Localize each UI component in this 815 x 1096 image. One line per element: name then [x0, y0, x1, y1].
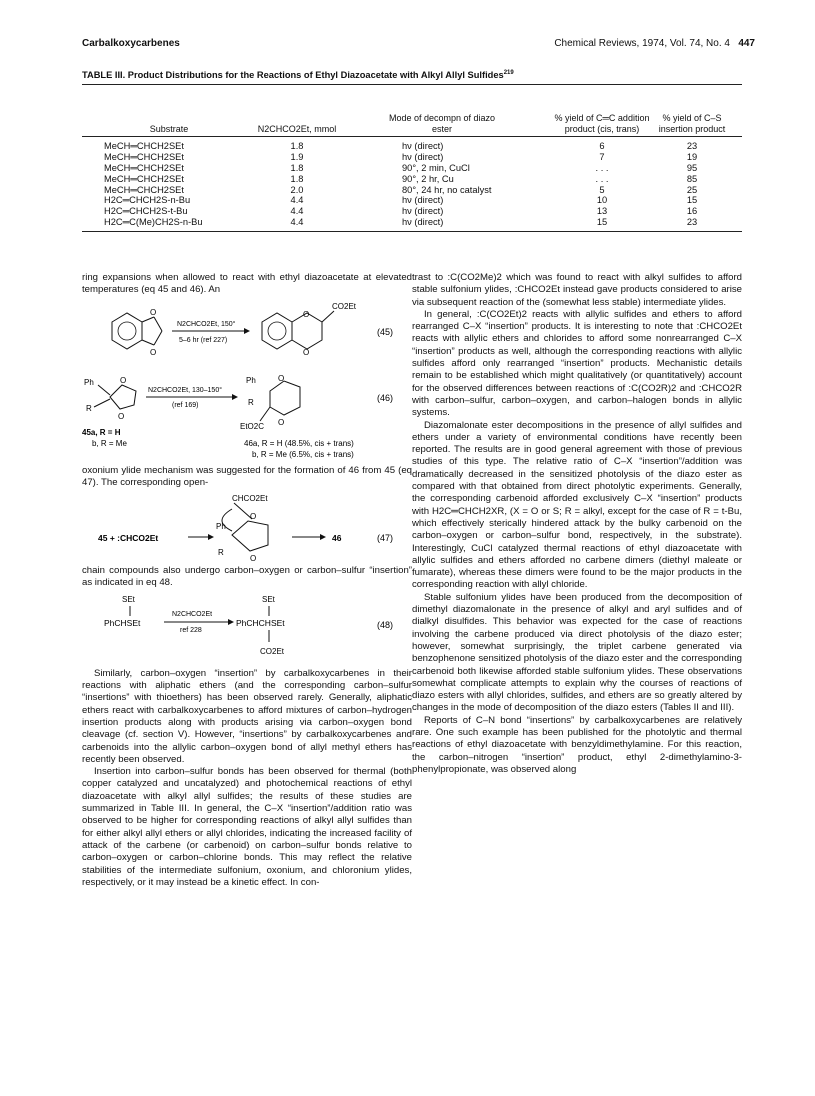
svg-text:45 + :CHCO2Et: 45 + :CHCO2Et [98, 533, 159, 544]
table-row: MeCH═CHCH2SEt 1.9 hν (direct) 7 19 [104, 151, 698, 162]
paragraph: In general, :C(CO2Et)2 reacts with allylic sulfides and ethers to afford rearranged C–X “insertion” products. It is interesting to note that :CHCO2Et reacts with allylic ethers and chlorides to afford some nonrearranged C–X “insertion” products as well, although the corresponding reactions with allylic sulfides afford only rearranged “insertion” products. Mechanistic details remain to be established which might qualitatively (or quantitatively) account for the observed differences between reactions of :C(CO2R)2 and :CHCO2R with carbon–sulfur, carbon–oxygen, and carbon–halogen bonds in allylic systems. [412, 308, 742, 419]
paragraph: Reports of C–N bond “insertions” by carbalkoxycarbenes are relatively rare. One such example has been published for the photolytic and thermal reactions of ethyl diazoacetate with benzyldimethylamine. For this reaction, the carbon–nitrogen “insertion” product, ethyl 2-dimethylamino-3-phenylpropionate, was observed along [412, 714, 742, 775]
page-number: 447 [738, 38, 755, 49]
equation-47-structure [82, 489, 412, 565]
right-column [412, 272, 742, 776]
label-45b: b, R = Me [92, 438, 127, 448]
paragraph: Diazomalonate ester decompositions in the presence of allyl sulfides and ethers under a variety of environmental conditions have recently been reported. The results are in good general agreement with those of previous studies of this type. The relative ratio of C–X “insertion”/addition was dramatically decreased in the sensitized photolysis of the diazo ester as compared with that obtained from direct photolytic experiments. Generally, the corresponding carbenoid afforded exclusively C–X “insertion” products with H2C═CHCH2XR, (X = O or S; R = alkyl, except for the case of R = t-Bu, which effectively sterically hindered attack by the bulky carbenoid on the carbon–oxygen or carbon–sulfur bond, respectively, in the substrate). Interestingly, CuCl catalyzed thermal reactions of ethyl diazoacetate with allylic sulfides and ethers afforded no carbene dimers (diethyl maleate or fumarate), whereas these dimers were found to be the major products in the corresponding reaction with allyl chloride. [412, 419, 742, 591]
svg-text:CHCO2Et: CHCO2Et [232, 494, 268, 504]
eq46-reagent: N2CHCO2Et, 130–150° [148, 386, 223, 394]
paragraph: trast to :C(CO2Me)2 which was found to react with alkyl sulfides to afford stable sulfonium ylides, :CHCO2Et instead gave products considered to arise via subsequent reaction of the (somewhat less stable) intermediate ylides. [412, 272, 742, 308]
svg-text:O: O [303, 309, 310, 319]
paragraph: oxonium ylide mechanism was suggested for the formation of 46 from 45 (eq 47). The corresponding open- [82, 464, 412, 488]
label-45a: 45a, R = H [82, 427, 121, 437]
paragraph: ring expansions when allowed to react with ethyl diazoacetate at elevated temperatures (eq 45 and 46). An [82, 272, 412, 296]
svg-text:PhCHCHSEt: PhCHCHSEt [236, 617, 285, 628]
svg-text:O: O [278, 373, 285, 383]
svg-text:Ph: Ph [246, 375, 256, 385]
equation-46 [82, 373, 412, 465]
svg-text:O: O [303, 347, 310, 357]
journal-citation: Chemical Reviews, 1974, Vol. 74, No. 4 447 [554, 38, 755, 49]
svg-text:R: R [248, 397, 254, 407]
table-mid-rule [82, 136, 742, 137]
svg-text:SEt: SEt [122, 594, 135, 604]
svg-text:SEt: SEt [262, 594, 275, 604]
header-insertion: % yield of C–S insertion product [658, 113, 726, 134]
header-mmol: N2CHCO2Et, mmol [257, 123, 337, 134]
left-column [82, 272, 412, 889]
label-46b: b, R = Me (6.5%, cis + trans) [252, 449, 354, 459]
svg-text:Ph: Ph [84, 377, 94, 387]
table-row: H2C═CHCH2S-n-Bu 4.4 hν (direct) 10 15 [104, 195, 698, 206]
eq48-number: (48) [377, 619, 394, 630]
svg-text:R: R [218, 548, 224, 558]
eq45-product-group: CO2Et [332, 301, 357, 311]
svg-text:EtO2C: EtO2C [240, 421, 265, 431]
paragraph: Similarly, carbon–oxygen “insertion” by carbalkoxycarbenes in their reactions with aliphatic ethers (and the corresponding carbon–sulfur “insertions” with thioethers) has been observed rarely. Generally, aliphatic ethers react with carbalkoxycarbenes to afford mixtures of carbon–hydrogen insertion products along with products arising via carbon–oxygen bond cleavage (cf. section V). However, “insertions” by carbalkoxycarbenes and carbenoids into the allylic carbon–oxygen bond of allyl methyl ethers has recently been observed. [82, 667, 412, 765]
svg-text:O: O [150, 347, 157, 357]
svg-text:O: O [278, 417, 285, 427]
svg-text:Ph: Ph [216, 522, 226, 532]
svg-text:N2CHCO2Et: N2CHCO2Et [172, 610, 213, 618]
svg-text:O: O [250, 554, 257, 564]
table-row: H2C═CHCH2S-t-Bu 4.4 hν (direct) 13 16 [104, 206, 698, 217]
equation-48 [82, 590, 412, 668]
label-46a: 46a, R = H (48.5%, cis + trans) [244, 438, 354, 448]
header-substrate: Substrate [149, 123, 189, 134]
equation-45-structure [82, 297, 412, 373]
table-row: MeCH═CHCH2SEt 1.8 90°, 2 min, CuCl . . . 95 [104, 162, 698, 173]
eq46-condition: (ref 169) [172, 401, 199, 409]
header-mode: Mode of decompn of diazo ester [388, 113, 496, 134]
paragraph: Stable sulfonium ylides have been produced from the decomposition of dimethyl diazomalonate in the presence of alkyl and aryl sulfides and of dialkyl disulfides. This behavior was expected for the case of reactions involving the carbene produced via direct photolysis of the diazo ester; however, somewhat surprisingly, the triplet carbene generated via benzophenone sensitized photolysis of the diazo ester and the corresponding carbenoid both likewise afforded stable sulfonium ylides. These observations somewhat complicate attempts to explain why the courses of reactions of diazo esters with allyl chlorides, sulfides, and ethers are so greatly altered by changes in the mode of decomposition of the diazo esters (Tables II and III). [412, 591, 742, 714]
equation-48-structure [82, 590, 412, 668]
svg-text:ref 228: ref 228 [180, 626, 202, 634]
svg-text:R: R [86, 403, 92, 413]
table-top-rule [82, 84, 742, 85]
svg-text:CO2Et: CO2Et [260, 646, 285, 656]
table-row: MeCH═CHCH2SEt 2.0 80°, 24 hr, no catalyst 5 25 [104, 184, 698, 195]
equation-46-structure [82, 373, 412, 465]
table-row: MeCH═CHCH2SEt 1.8 90°, 2 hr, Cu . . . 85 [104, 173, 698, 184]
table-row: MeCH═CHCH2SEt 1.8 hν (direct) 6 23 [104, 141, 698, 151]
paragraph: Insertion into carbon–sulfur bonds has been observed for thermal (both copper catalyzed and uncatalyzed) and photochemical reactions of ethyl diazoacetate with alkyl allyl sulfides; the results of these studies are summarized in Table III. In general, the C–X “insertion”/addition ratio was observed to be higher for corresponding reactions of alkyl allyl sulfides than for either alkyl allyl ethers or allyl chlorides, indicating the increased facility of attack of the carbene (or carbenoid) on carbon–sulfur bonds relative to carbon–oxygen or carbon–chlorine bonds. This may reflect the relative stabilities of the intermediate sulfonium, oxonium, and chloronium ylides, respectively, or it may instead be a kinetic effect. In con- [82, 766, 412, 888]
header-addition: % yield of C═C addition product (cis, trans) [554, 113, 650, 134]
product-table [82, 88, 742, 232]
table-bottom-rule [82, 231, 742, 232]
eq45-reagent: N2CHCO2Et, 150° [177, 320, 236, 328]
table-row: H2C═C(Me)CH2S-n-Bu 4.4 hν (direct) 15 23 [104, 217, 698, 228]
equation-47 [82, 489, 412, 565]
running-head: Carbalkoxycarbenes [82, 38, 180, 49]
table-caption: TABLE III. Product Distributions for the Reactions of Ethyl Diazoacetate with Alkyl Allyl Sulfides$^{219}$ [82, 70, 514, 81]
svg-text:46: 46 [332, 533, 342, 544]
table-header [82, 88, 742, 136]
eq45-number: (45) [377, 326, 394, 337]
eq46-number: (46) [377, 392, 394, 403]
paragraph: chain compounds also undergo carbon–oxygen or carbon–sulfur “insertion” as indicated in eq 48. [82, 565, 412, 589]
svg-text:O: O [118, 411, 125, 421]
eq45-condition: 5–6 hr (ref 227) [179, 336, 228, 344]
svg-text:PhCHSEt: PhCHSEt [104, 617, 141, 628]
svg-text:O: O [250, 512, 257, 522]
eq47-number: (47) [377, 533, 394, 544]
svg-text:O: O [150, 307, 157, 317]
svg-text:O: O [120, 375, 127, 385]
equation-45 [82, 297, 412, 373]
